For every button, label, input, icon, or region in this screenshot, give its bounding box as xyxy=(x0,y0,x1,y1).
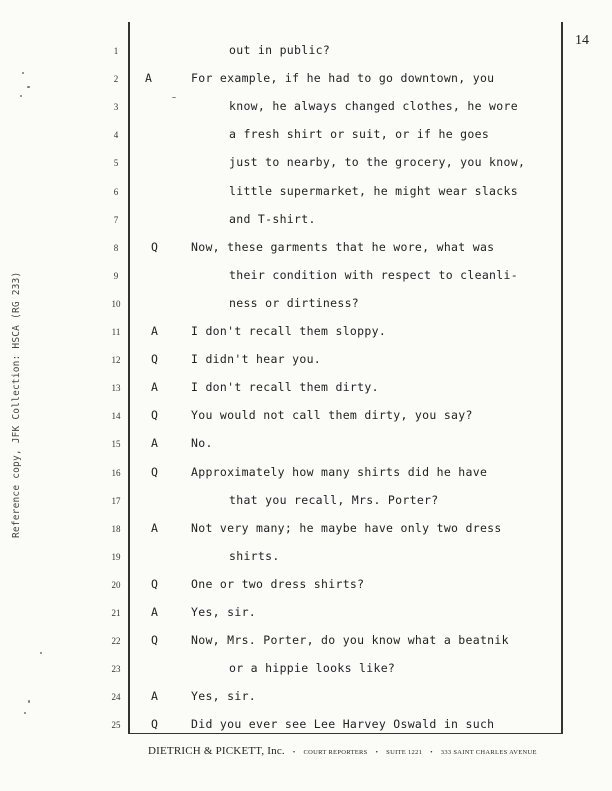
speaker-label: A xyxy=(151,324,158,338)
transcript-line-text: I don't recall them sloppy. xyxy=(191,324,387,338)
speaker-label: A xyxy=(151,605,158,619)
footer-separator: • xyxy=(430,749,433,756)
line-number: 25 xyxy=(111,720,121,731)
speaker-label: A xyxy=(151,380,158,395)
footer-suite: SUITE 1221 xyxy=(386,749,423,756)
line-number: 18 xyxy=(111,523,121,534)
transcript-line-text: Yes, sir. xyxy=(191,605,257,619)
transcript-line-text: know, he always changed clothes, he wore xyxy=(229,99,518,114)
line-number: 20 xyxy=(111,579,121,590)
line-number: 22 xyxy=(111,636,121,647)
transcript-line-text: Not very many; he maybe have only two dress xyxy=(191,520,502,535)
archive-stamp: Reference copy, JFK Collection: HSCA (RG 233) xyxy=(11,271,22,538)
right-margin-rule xyxy=(561,22,563,733)
scan-speck xyxy=(24,712,26,714)
line-number: 17 xyxy=(111,495,121,506)
transcript-line-text: or a hippie looks like? xyxy=(229,661,396,676)
line-number: 1 xyxy=(113,46,119,56)
line-number: 10 xyxy=(111,298,121,309)
speaker-label: A xyxy=(145,71,152,86)
scan-speck xyxy=(20,95,22,97)
transcript-line-text: No. xyxy=(191,436,213,451)
line-number: 5 xyxy=(113,158,119,169)
scan-speck xyxy=(40,652,42,654)
transcript-line-text: Now, these garments that he wore, what was xyxy=(191,239,495,254)
line-number: 7 xyxy=(113,214,119,225)
left-margin-rule xyxy=(128,22,130,733)
bottom-rule xyxy=(128,733,563,734)
line-number: 21 xyxy=(111,608,121,618)
line-number: 23 xyxy=(111,664,121,675)
speaker-label: A xyxy=(151,520,158,535)
line-number: 11 xyxy=(111,327,121,337)
transcript-line-text: Did you ever see Lee Harvey Oswald in such xyxy=(191,717,495,732)
transcript-line-text: their condition with respect to cleanli- xyxy=(229,267,518,282)
transcript-line-text: I didn't hear you. xyxy=(191,352,322,367)
footer-separator: • xyxy=(375,749,379,756)
transcript-line-text: I don't recall them dirty. xyxy=(191,380,379,395)
scan-speck xyxy=(28,700,30,703)
scan-speck xyxy=(172,97,176,98)
speaker-label: A xyxy=(151,436,158,451)
transcript-line-text: and T-shirt. xyxy=(229,211,316,226)
speaker-label: Q xyxy=(151,408,158,423)
footer-address: 333 SAINT CHARLES AVENUE xyxy=(440,749,537,756)
scan-speck xyxy=(22,72,24,74)
line-number: 13 xyxy=(111,383,121,394)
scan-speck xyxy=(27,86,30,88)
speaker-label: Q xyxy=(151,239,158,254)
transcript-line-text: out in public? xyxy=(229,43,331,57)
transcript-line-text: Yes, sir. xyxy=(191,689,257,704)
footer-firm: DIETRICH & PICKETT, Inc. xyxy=(148,745,285,757)
speaker-label: Q xyxy=(151,717,158,732)
transcript-line-text: ness or dirtiness? xyxy=(229,295,360,310)
line-number: 24 xyxy=(111,692,121,703)
line-number: 16 xyxy=(111,467,121,478)
transcript-line-text: Now, Mrs. Porter, do you know what a beatnik xyxy=(191,633,509,648)
footer-reporters: COURT REPORTERS xyxy=(303,749,368,756)
line-number: 2 xyxy=(113,74,119,85)
line-number: 19 xyxy=(111,551,121,562)
speaker-label: A xyxy=(151,689,158,704)
transcript-line-text: little supermarket, he might wear slacks xyxy=(229,183,518,198)
transcript-line-text: You would not call them dirty, you say? xyxy=(191,408,473,423)
speaker-label: Q xyxy=(151,633,158,648)
line-number: 15 xyxy=(111,439,121,450)
transcript-line-text: that you recall, Mrs. Porter? xyxy=(229,492,439,507)
transcript-line-text: a fresh shirt or suit, or if he goes xyxy=(229,127,490,142)
speaker-label: Q xyxy=(151,464,158,479)
footer xyxy=(148,741,568,759)
speaker-label: Q xyxy=(151,576,158,591)
line-number: 3 xyxy=(113,102,119,113)
line-number: 8 xyxy=(113,242,119,253)
footer-separator: • xyxy=(292,749,296,756)
line-number: 14 xyxy=(111,411,121,422)
speaker-label: Q xyxy=(151,352,158,367)
line-number: 4 xyxy=(113,130,119,141)
line-number: 12 xyxy=(111,355,121,366)
transcript-line-text: just to nearby, to the grocery, you know, xyxy=(229,155,526,170)
page-number: 14 xyxy=(575,33,589,48)
transcript-line-text: shirts. xyxy=(229,548,280,563)
transcript-line-text: For example, if he had to go downtown, you xyxy=(191,71,495,86)
line-number: 9 xyxy=(113,270,119,281)
transcript-line-text: One or two dress shirts? xyxy=(191,576,365,591)
transcript-line-text: Approximately how many shirts did he have xyxy=(191,464,488,479)
line-number: 6 xyxy=(113,186,119,197)
